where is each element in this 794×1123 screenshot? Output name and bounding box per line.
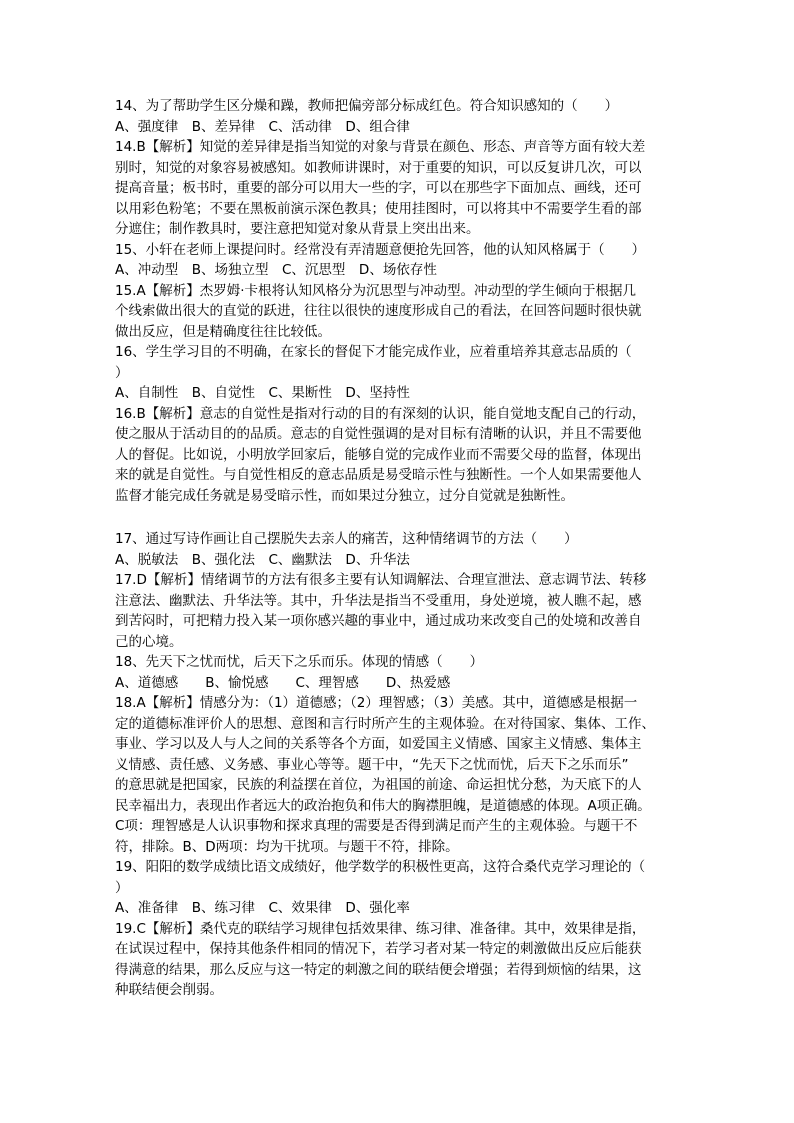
analysis-line: 14.B【解析】知觉的差异律是指当知觉的对象与背景在颜色、形态、声音等方面有较大差 (115, 139, 646, 155)
analysis-line: 15.A【解析】杰罗姆·卡根将认知风格分为沉思型与冲动型。冲动型的学生倾向于根据几 (115, 282, 636, 299)
answer-options: A、强度律 B、差异律 C、活动律 D、组合律 (115, 118, 410, 135)
analysis-line: 分遮住；制作教具时，要注意把知觉对象从背景上突出出来。 (115, 221, 480, 237)
question-stem: 18、先天下之忧而忧，后天下之乐而乐。体现的情感（ ） (115, 654, 484, 670)
question-stem: 19、阳阳的数学成绩比语文成绩好，他学数学的积极性更高，这符合桑代克学习理论的（ (115, 859, 646, 875)
analysis-line: 使之服从于活动目的的品质。意志的自觉性强调的是对目标有清晰的认识，并且不需要他 (115, 426, 642, 442)
analysis-line: 18.A【解析】情感分为：（1）道德感；（2）理智感；（3）美感。其中，道德感是根据一 (115, 695, 638, 711)
question-19 (115, 857, 680, 1001)
analysis-line: 以用彩色粉笔；不要在黑板前演示深色教具；使用挂图时，可以将其中不需要学生看的部 (115, 200, 642, 217)
analysis-line: 己的心境。 (115, 633, 183, 650)
blank-line-spacer (115, 506, 680, 529)
analysis-line: 的意思就是把国家，民族的利益摆在首位，为祖国的前途、命运担忧分愁，为天底下的人 (115, 777, 642, 793)
analysis-line: 得满意的结果，那么反应与这一特定的刺激之间的联结便会增强；若得到烦恼的结果，这 (115, 961, 642, 978)
question-16 (115, 342, 680, 506)
answer-options: A、冲动型 B、场独立型 C、沉思型 D、场依存性 (115, 262, 437, 278)
analysis-line: 提高音量；板书时，重要的部分可以用大一些的字，可以在那些字下面加点、画线，还可 (115, 180, 642, 196)
analysis-line: 监督才能完成任务就是易受暗示性，而如果过分独立，过分自觉就是独断性。 (115, 487, 574, 504)
analysis-line: 义情感、责任感、义务感、事业心等等。题干中，“先天下之忧而忧，后天下之乐而乐” (115, 756, 629, 773)
answer-options: A、脱敏法 B、强化法 C、幽默法 D、升华法 (115, 551, 410, 568)
analysis-line: 注意法、幽默法、升华法等。其中，升华法是指当不受重用，身处逆境，被人瞧不起，感 (115, 592, 642, 609)
question-stem-continued: ） (115, 879, 129, 896)
analysis-line: 19.C【解析】桑代克的联结学习规律包括效果律、练习律、准备律。其中，效果律是指， (115, 920, 646, 937)
question-stem-continued: ） (115, 364, 129, 381)
analysis-line: 民幸福出力，表现出作者远大的政治抱负和伟大的胸襟胆魄，是道德感的体现。A项正确。 (115, 797, 651, 814)
analysis-line: 16.B【解析】意志的自觉性是指对行动的目的有深刻的认识，能自觉地支配自己的行动， (115, 405, 646, 422)
analysis-line: 事业、学习以及人与人之间的关系等各个方面，如爱国主义情感、国家主义情感、集体主 (115, 736, 642, 752)
analysis-line: 定的道德标准评价人的思想、意图和言行时所产生的主观体验。在对待国家、集体、工作、 (115, 715, 655, 732)
analysis-line: 种联结便会削弱。 (115, 982, 223, 998)
question-18 (115, 652, 680, 857)
analysis-line: 来的就是自觉性。与自觉性相反的意志品质是易受暗示性与独断性。一个人如果需要他人 (115, 467, 642, 483)
question-17 (115, 529, 680, 652)
question-15 (115, 240, 680, 343)
analysis-line: 别时，知觉的对象容易被感知。如教师讲课时，对于重要的知识，可以反复讲几次，可以 (115, 159, 642, 176)
question-stem: 16、学生学习目的不明确，在家长的督促下才能完成作业，应着重培养其意志品质的（ (115, 344, 632, 360)
analysis-line: 人的督促。比如说，小明放学回家后，能够自觉的完成作业而不需要父母的监督，体现出 (115, 446, 642, 463)
answer-options: A、道德感 B、愉悦感 C、理智感 D、热爱感 (115, 674, 451, 691)
analysis-line: 17.D【解析】情绪调节的方法有很多主要有认知调解法、合理宣泄法、意志调节法、转移 (115, 572, 647, 588)
analysis-line: 到苦闷时，可把精力投入某一项你感兴趣的事业中，通过成功来改变自己的处境和改善自 (115, 613, 642, 629)
question-stem: 14、为了帮助学生区分燥和躁，教师把偏旁部分标成红色。符合知识感知的（ ） (115, 98, 619, 114)
question-stem: 15、小轩在老师上课提问时。经常没有弄清题意便抢先回答，他的认知风格属于（ ） (115, 241, 646, 258)
document-page (115, 96, 680, 1001)
analysis-line: C项：理智感是人认识事物和探求真理的需要是否得到满足而产生的主观体验。与题干不 (115, 818, 638, 834)
answer-options: A、自制性 B、自觉性 C、果断性 D、坚持性 (115, 385, 410, 401)
question-14 (115, 96, 680, 240)
question-stem: 17、通过写诗作画让自己摆脱失去亲人的痛苦，这种情绪调节的方法（ ） (115, 531, 578, 547)
analysis-line: 符，排除。B、D两项：均为干扰项。与题干不符，排除。 (115, 838, 459, 855)
answer-options: A、准备律 B、练习律 C、效果律 D、强化率 (115, 900, 410, 916)
analysis-line: 在试误过程中，保持其他条件相同的情况下，若学习者对某一特定的刺激做出反应后能获 (115, 941, 642, 957)
analysis-line: 个线索做出很大的直觉的跃进，往往以很快的速度形成自己的看法，在回答问题时很快就 (115, 303, 642, 319)
analysis-line: 做出反应，但是精确度往往比较低。 (115, 323, 331, 340)
